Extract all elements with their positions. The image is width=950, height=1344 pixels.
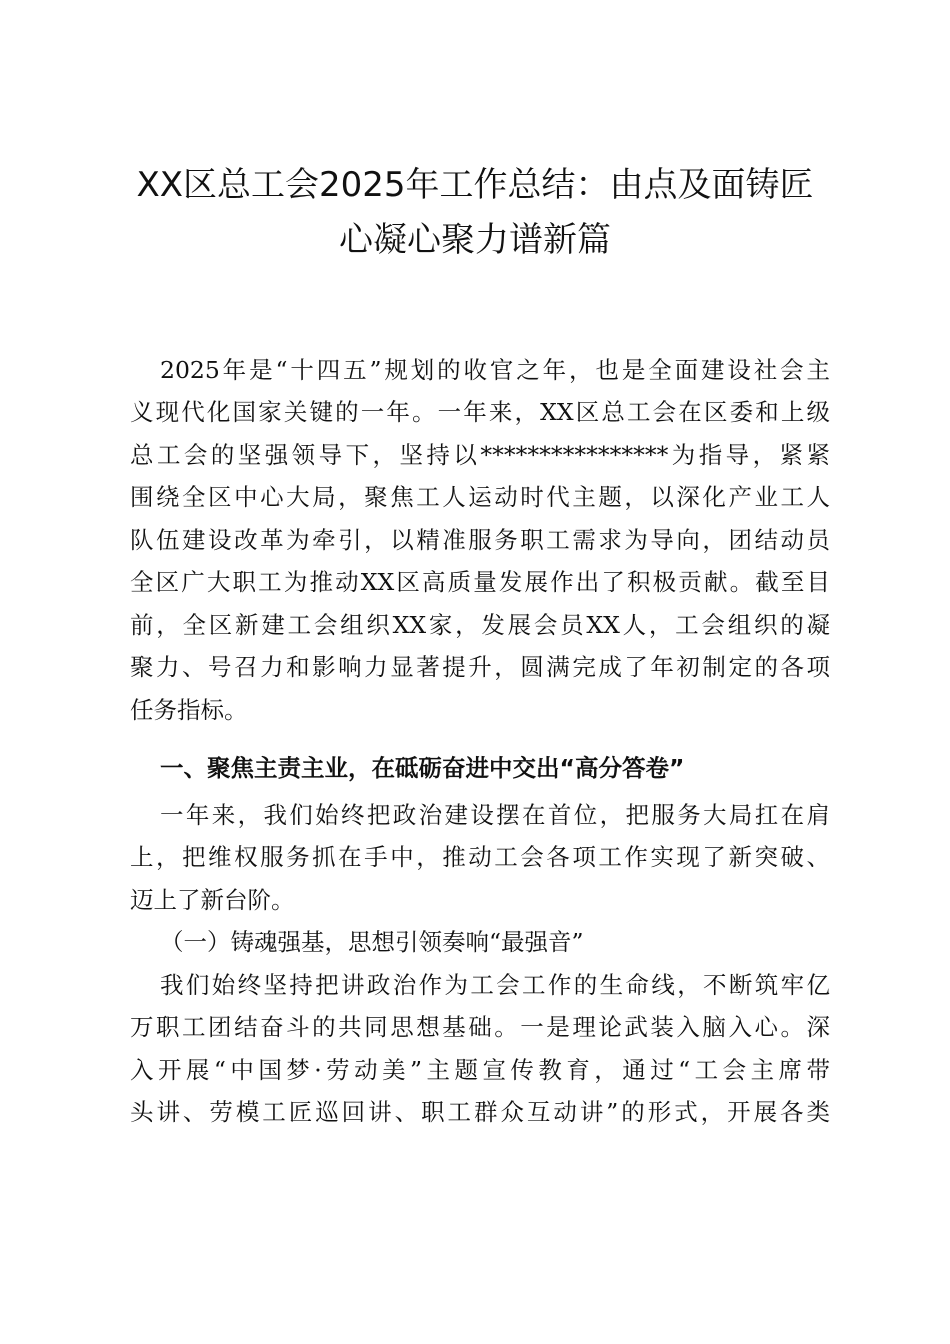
- text-line: 入开展“中国梦·劳动美”主题宣传教育，通过“工会主席带: [130, 1056, 830, 1084]
- text-line: 我们始终坚持把讲政治作为工会工作的生命线，不断筑牢亿: [160, 971, 830, 999]
- document-title-line-1: XX区总工会2025年工作总结：由点及面铸匠: [136, 165, 814, 205]
- subsection-heading: （一）铸魂强基，思想引领奏响“最强音”: [160, 928, 584, 956]
- document-title-line-2: 心凝心聚力谱新篇: [339, 220, 611, 260]
- text-line: 上，把维权服务抓在手中，推动工会各项工作实现了新突破、: [130, 843, 830, 871]
- text-line: 万职工团结奋斗的共同思想基础。一是理论武装入脑入心。深: [130, 1013, 830, 1041]
- text-line: 前，全区新建工会组织XX家，发展会员XX人，工会组织的凝: [130, 611, 830, 639]
- text-line: 总工会的坚强领导下，坚持以****************为指导，紧紧: [130, 441, 830, 469]
- text-line: 任务指标。: [130, 696, 248, 724]
- text-line: 队伍建设改革为牵引，以精准服务职工需求为导向，团结动员: [130, 526, 830, 554]
- text-line: 迈上了新台阶。: [130, 886, 295, 914]
- text-line: 头讲、劳模工匠巡回讲、职工群众互动讲”的形式，开展各类: [130, 1098, 830, 1126]
- section-heading: 一、聚焦主责主业，在砥砺奋进中交出“高分答卷”: [160, 754, 685, 782]
- text-line: 聚力、号召力和影响力显著提升，圆满完成了年初制定的各项: [130, 653, 830, 681]
- text-line: 2025年是“十四五”规划的收官之年，也是全面建设社会主: [160, 356, 830, 384]
- text-line: 全区广大职工为推动XX区高质量发展作出了积极贡献。截至目: [130, 568, 830, 596]
- text-line: 义现代化国家关键的一年。一年来，XX区总工会在区委和上级: [130, 398, 830, 426]
- text-line: 围绕全区中心大局，聚焦工人运动时代主题，以深化产业工人: [130, 483, 830, 511]
- text-line: 一年来，我们始终把政治建设摆在首位，把服务大局扛在肩: [160, 801, 830, 829]
